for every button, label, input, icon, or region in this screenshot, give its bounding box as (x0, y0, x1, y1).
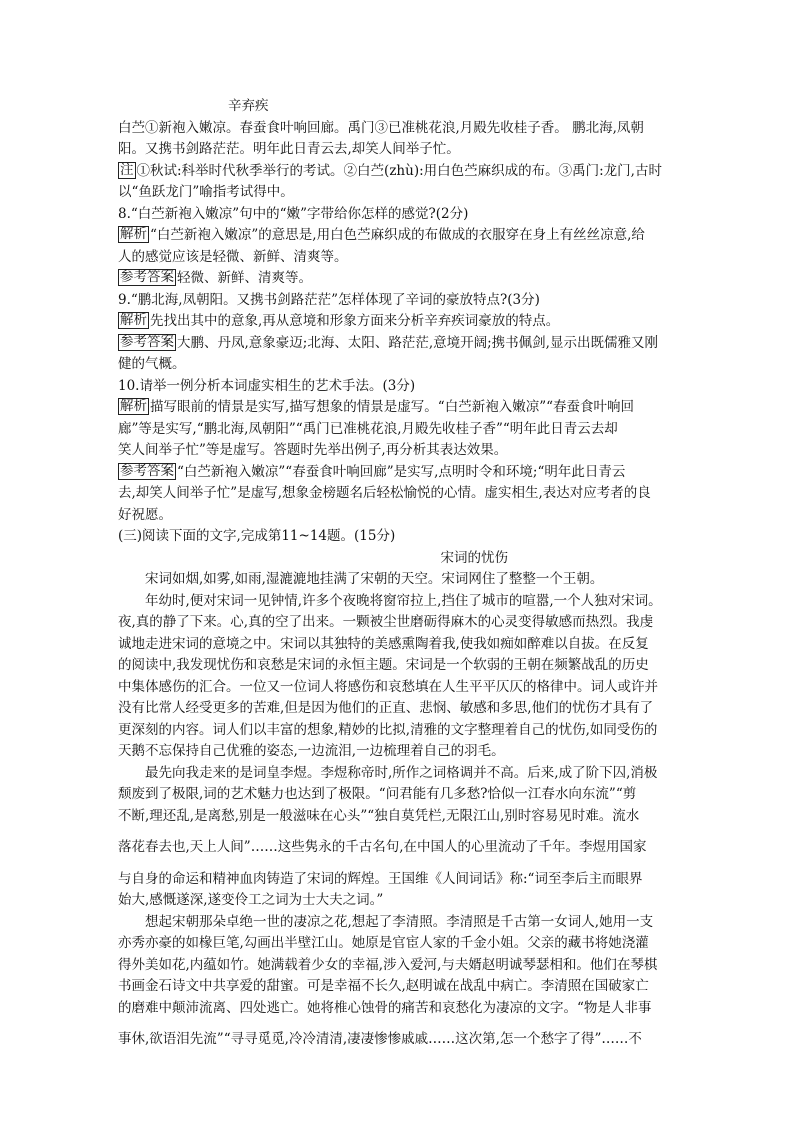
q9-analysis (118, 311, 676, 333)
question-10: 10.请举一例分析本词虚实相生的艺术手法。(3分) (118, 377, 416, 394)
document-page (118, 96, 676, 1051)
paragraph-text: 得外美如花,内蕴如竹。她满载着少女的幸福,涉入爱河,与夫婿赵明诚琴瑟相和。他们在琴棋 (118, 956, 658, 973)
reading-title: 宋词的忧伤 (440, 549, 508, 566)
paragraph-text: 中集体感伤的汇合。一位又一位词人将感伤和哀愁填在人生平平仄仄的格律中。词人或许并 (118, 678, 658, 695)
answer-tag: 参考答案 (120, 333, 174, 350)
analysis-tag: 解析 (120, 398, 147, 414)
analysis-text: 描写眼前的情景是实写,描写想象的情景是虚写。“白苎新袍入嫩凉”“春蚕食叶响回 (150, 399, 634, 415)
notes-text: ①秋试:科举时代秋季举行的考试。②白苎(zhù):用白色苎麻织成的布。③禹门:龙门,古时 (136, 162, 662, 179)
paragraph-text: 的阅读中,我发现忧伤和哀愁是宋词的永恒主题。宋词是一个软弱的王朝在频繁战乱的历史 (118, 657, 649, 673)
analysis-text: 先找出其中的意象,再从意境和形象方面来分析辛弃疾词豪放的特点。 (150, 313, 560, 329)
paragraph-text: 落花春去也,天上人间”……这些隽永的千古名句,在中国人的心里流动了千年。李煜用国家 (118, 839, 647, 855)
question-9: 9.“鹏北海,凤朝阳。又携书剑路茫茫”怎样体现了辛词的豪放特点?(3分) (118, 291, 540, 308)
analysis-tag: 解析 (120, 226, 147, 242)
answer-text: 好祝愿。 (118, 506, 172, 523)
answer-text: “白苎新袍入嫩凉”“春蚕食叶响回廊”是实写,点明时令和环境;“明年此日青云 (177, 463, 626, 480)
q10-answer (118, 462, 676, 484)
q8-analysis (118, 225, 676, 247)
paragraph-text: 最先向我走来的是词皇李煜。李煜称帝时,所作之词格调并不高。后来,成了阶下囚,消极 (145, 764, 658, 781)
paragraph-text: 天鹅不忘保持自己优雅的姿态,一边流泪,一边梳理着自己的羽毛。 (118, 743, 505, 759)
paragraph-text: 宋词如烟,如雾,如雨,湿漉漉地挂满了宋朝的天空。宋词网住了整整一个王朝。 (145, 571, 604, 587)
paragraph-text: 始大,感慨遂深,遂变伶工之词为士大夫之词。” (118, 892, 384, 908)
paragraph-text: 年幼时,便对宋词一见钟情,许多个夜晚将窗帘拉上,挡住了城市的喧嚣,一个人独对宋词。 (145, 592, 662, 609)
q9-answer (118, 333, 676, 355)
answer-text: 健的气概。 (118, 356, 186, 372)
paragraph-text: 不断,理还乱,是离愁,别是一般滋味在心头”“独自莫凭栏,无限江山,别时容易见时难。流水 (118, 807, 640, 824)
analysis-text: 廊”等是实写,“鹏北海,凤朝阳”“禹门已准桃花浪,月殿先收桂子香”“明年此日青云去却 (118, 420, 618, 437)
analysis-text: 笑人间举子忙”等是虚写。答题时先举出例子,再分析其表达效果。 (118, 442, 508, 458)
q10-analysis (118, 397, 676, 419)
analysis-text: “白苎新袍入嫩凉”的意思是,用白色苎麻织成的布做成的衣服穿在身上有丝丝凉意,给 (150, 227, 645, 243)
analysis-text: 人的感觉应该是轻微、新鲜、清爽等。 (118, 248, 348, 265)
answer-text: 大鹏、丹凤,意象豪迈;北海、太阳、路茫茫,意境开阔;携书佩剑,显示出既儒雅又刚 (177, 334, 658, 351)
paragraph-text: 夜,真的静了下来。心,真的空了出来。一颗被尘世磨砺得麻木的心灵变得敏感而热烈。我虔 (118, 614, 654, 630)
question-8: 8.“白苎新袍入嫩凉”句中的“嫩”字带给你怎样的感觉?(2分) (118, 205, 469, 222)
paragraph-text: 书画金石诗文中共享爱的甜蜜。可是幸福不长久,赵明诚在战乱中病亡。李清照在国破家亡 (118, 978, 649, 994)
reading-header: (三)阅读下面的文字,完成第11~14题。(15分) (118, 528, 396, 544)
analysis-tag: 解析 (120, 312, 147, 328)
paragraph-text: 想起宋朝那朵卓绝一世的凄凉之花,想起了李清照。李清照是千古第一女词人,她用一支 (145, 913, 654, 930)
answer-text: 去,却笑人间举子忙”是虚写,想象金榜题名后轻松愉悦的心情。虚实相生,表达对应考者的良 (118, 485, 651, 501)
q8-answer (118, 268, 676, 290)
paragraph-text: 与自身的命运和精神血肉铸造了宋词的辉煌。王国维《人间词话》称:“词至李后主而眼界 (118, 870, 643, 887)
poem-text: 阳。又携书剑路茫茫。明年此日青云去,却笑人间举子忙。 (118, 141, 460, 157)
notes-text: 以“鱼跃龙门”喻指考试得中。 (118, 184, 294, 200)
paragraph-text: 事休,欲语泪先流”“寻寻觅觅,冷冷清清,凄凄惨惨戚戚……这次第,怎一个愁字了得”……不 (118, 1031, 642, 1047)
answer-tag: 参考答案 (120, 269, 174, 285)
paragraph-text: 没有比常人经受更多的苦难,但是因为他们的正直、悲悯、敏感和多思,他们的忧伤才具有了 (118, 700, 654, 716)
paragraph-text: 的磨难中颠沛流离、四处逃亡。她将椎心蚀骨的痛苦和哀愁化为凄凉的文字。“物是人非事 (118, 999, 652, 1016)
notes-tag: 注 (120, 161, 134, 178)
poem-author: 辛弃疾 (228, 98, 269, 114)
paragraph-text: 更深刻的内容。词人们以丰富的想象,精妙的比拟,清雅的文字整理着自己的忧伤,如同受伤的 (118, 721, 658, 738)
notes-line (118, 161, 676, 183)
paragraph-text: 诚地走进宋词的意境之中。宋词以其独特的美感熏陶着我,使我如痴如醉难以自拔。在反复 (118, 635, 649, 652)
paragraph-text: 亦秀亦豪的如椽巨笔,勾画出半壁江山。她原是官宦人家的千金小姐。父亲的藏书将她浇灌 (118, 935, 649, 951)
paragraph-text: 颓废到了极限,词的艺术魅力也达到了极限。“问君能有几多愁?恰似一江春水向东流”“剪 (118, 786, 637, 802)
answer-text: 轻微、新鲜、清爽等。 (177, 270, 312, 286)
poem-text: 白苎①新袍入嫩凉。春蚕食叶响回廊。禹门③已准桃花浪,月殿先收桂子香。 鹏北海,凤朝 (118, 119, 644, 136)
answer-tag: 参考答案 (120, 462, 174, 479)
